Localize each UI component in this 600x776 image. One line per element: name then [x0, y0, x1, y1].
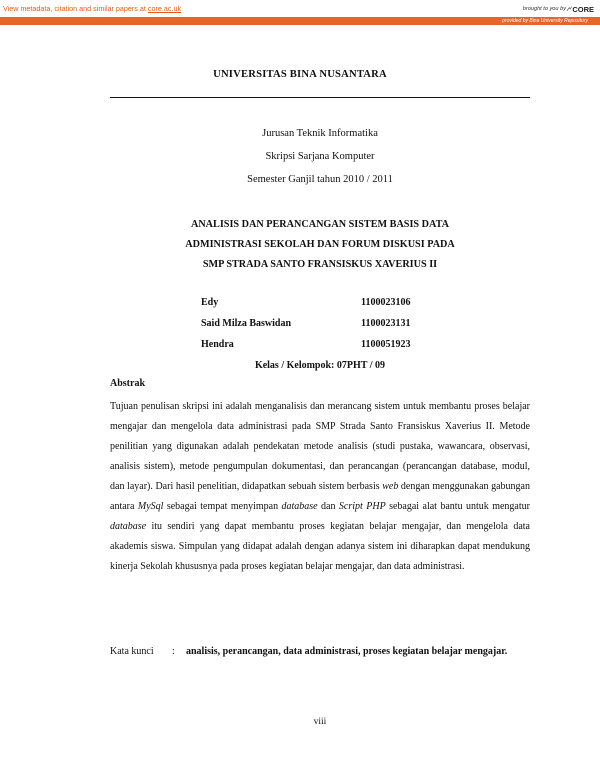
abstract-italic-term: MySql: [137, 501, 164, 513]
abstract-italic-term: Script PHP: [338, 501, 386, 513]
top-banner: [0, 0, 600, 25]
provided-by-text[interactable]: provided by Bina University Repository: [502, 18, 588, 24]
metadata-link-text: [3, 4, 181, 13]
university-name: UNIVERSITAS BINA NUSANTARA: [213, 69, 387, 80]
abstract-text: Tujuan penulisan skripsi ini adalah menganalisis dan merancang sistem untuk membantu proses belajar mengajar dan mengelola data administrasi pada SMP Strada Santo Fransiskus Xaverius II. Metode penilitian yang digunakan adalah pendekatan metode analisis (studi pustaka, wawancara, observasi, analisis sistem), metode pengumpulan dokumentasi, dan perancangan (perancangan database, modul, dan layar). Dari hasil penelitian, didapatkan sebuah sistem berbasis: [110, 401, 530, 493]
department: Jurusan Teknik Informatika: [262, 128, 378, 139]
title-line-2: ADMINISTRASI SEKOLAH DAN FORUM DISKUSI PADA: [185, 239, 455, 250]
author-nim: 1100023106: [361, 297, 411, 308]
author-row: [201, 297, 461, 308]
author-name: Said Milza Baswidan: [201, 318, 292, 329]
abstract-body: [110, 397, 530, 577]
abstract-italic-term: web: [382, 481, 399, 493]
author-nim: 1100023131: [361, 318, 411, 329]
abstract-heading: Abstrak: [110, 378, 146, 389]
author-row: [201, 318, 461, 329]
abstract-italic-term: database: [281, 501, 318, 513]
core-ac-uk-link[interactable]: core.ac.uk: [147, 4, 182, 13]
abstract-text: sebagai tempat menyimpan: [163, 501, 282, 513]
abstract-text: itu sendiri yang dapat membantu proses kegiatan belajar mengajar, dan mengelola data akademis siswa. Simpulan yang didapat adalah dengan adanya sistem ini diharapkan dapat mendukung kinerja Sekolah khususnya pada proses kegiatan belajar mengajar, dan data administrasi.: [110, 521, 530, 573]
keywords-label: Kata kunci: [110, 646, 154, 657]
abstract-text: sebagai alat bantu untuk mengatur: [385, 501, 530, 513]
abstract-italic-term: database: [110, 521, 147, 533]
semester: Semester Ganjil tahun 2010 / 2011: [247, 174, 393, 185]
abstract-text: dan: [317, 501, 339, 513]
metadata-text: View metadata, citation and similar papers at: [3, 4, 148, 13]
brought-to-you-by: brought to you by: [522, 6, 566, 12]
provided-by-bar: [0, 17, 600, 25]
abstract-text: dengan menggunakan gabungan antara: [110, 481, 530, 513]
program: Skripsi Sarjana Komputer: [265, 151, 375, 162]
keywords-value: analisis, perancangan, data administrasi, proses kegiatan belajar mengajar.: [186, 646, 508, 657]
core-label[interactable]: CORE: [572, 5, 594, 14]
title-line-3: SMP STRADA SANTO FRANSISKUS XAVERIUS II: [202, 259, 438, 270]
title-line-1: ANALISIS DAN PERANCANGAN SISTEM BASIS DATA: [190, 219, 450, 230]
page-number: viii: [313, 717, 327, 727]
author-nim: 1100051923: [361, 339, 411, 350]
heading-divider: [110, 97, 530, 98]
kelas-kelompok: Kelas / Kelompok: 07PHT / 09: [254, 360, 386, 371]
author-name: Edy: [201, 297, 219, 308]
keywords-colon: :: [172, 646, 175, 657]
author-name: Hendra: [201, 339, 234, 350]
author-row: [201, 339, 461, 350]
